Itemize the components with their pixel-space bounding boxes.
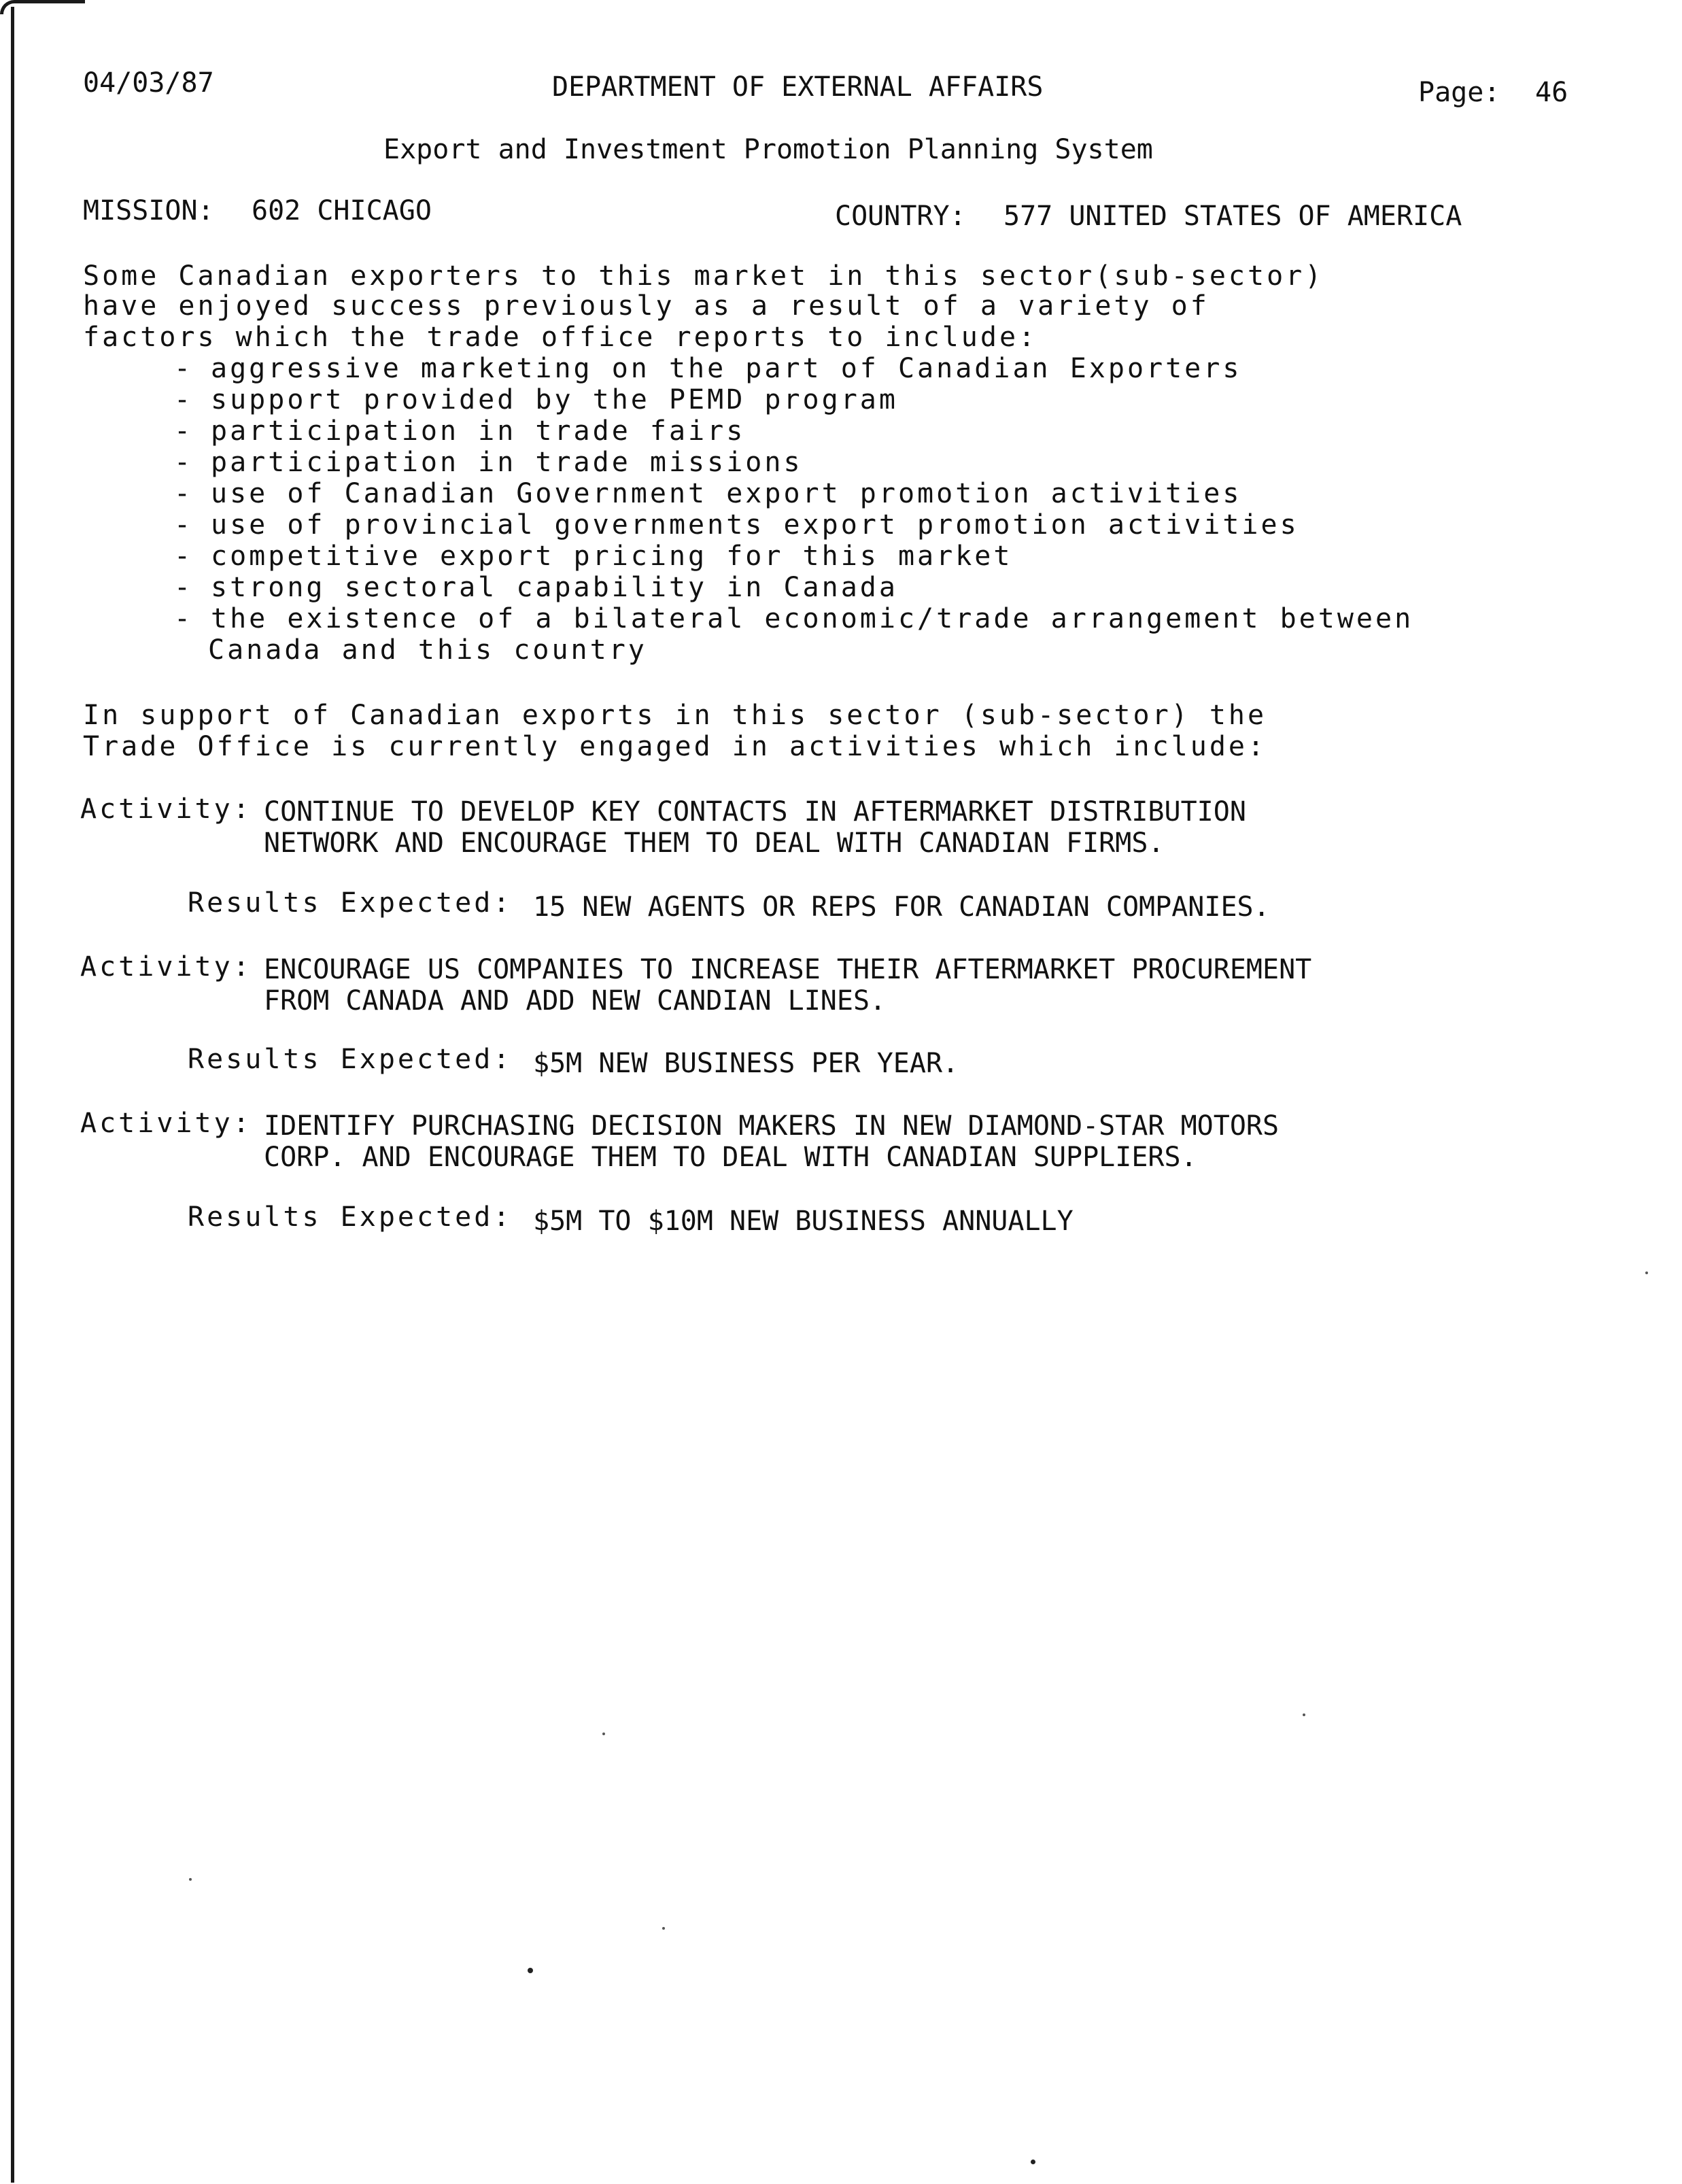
results-label: Results Expected:	[188, 1201, 513, 1233]
page-label: Page:	[1418, 77, 1500, 108]
text-line: have enjoyed success previously as a result of a variety of	[83, 290, 1209, 322]
activity-label: Activity:	[80, 951, 252, 983]
list-item: use of Canadian Government export promotion activities	[211, 478, 1242, 509]
list-item: support provided by the PEMD program	[211, 384, 898, 415]
list-bullet: -	[174, 509, 194, 541]
list-item: strong sectoral capability in Canada	[211, 572, 898, 603]
list-bullet: -	[174, 478, 194, 509]
list-item: competitive export pricing for this market	[211, 541, 1013, 572]
list-bullet: -	[174, 447, 194, 478]
list-item: participation in trade missions	[211, 447, 803, 478]
list-bullet: -	[174, 353, 194, 384]
list-item: participation in trade fairs	[211, 415, 746, 447]
activity-text: ENCOURAGE US COMPANIES TO INCREASE THEIR AFTERMARKET PROCUREMENT	[264, 954, 1312, 985]
results-value: $5M TO $10M NEW BUSINESS ANNUALLY	[533, 1206, 1074, 1237]
text-line: factors which the trade office reports to include:	[83, 322, 1038, 353]
list-bullet: -	[174, 572, 194, 603]
results-label: Results Expected:	[188, 1044, 513, 1075]
results-value: 15 NEW AGENTS OR REPS FOR CANADIAN COMPANIES.	[533, 891, 1270, 923]
activity-text: FROM CANADA AND ADD NEW CANDIAN LINES.	[264, 985, 887, 1017]
results-label: Results Expected:	[188, 887, 513, 919]
scan-edge-line	[11, 7, 14, 2183]
scan-speck	[1645, 1272, 1648, 1274]
list-item: aggressive marketing on the part of Canadian Exporters	[211, 353, 1242, 384]
list-bullet: -	[174, 384, 194, 415]
list-item: the existence of a bilateral economic/trade arrangement between	[211, 603, 1414, 634]
scan-speck	[662, 1927, 665, 1930]
page-number: 46	[1535, 77, 1568, 108]
text-line: Trade Office is currently engaged in activities which include:	[83, 731, 1267, 762]
list-bullet: -	[174, 415, 194, 447]
activity-label: Activity:	[80, 1108, 252, 1139]
list-item-continuation: Canada and this country	[208, 634, 647, 666]
text-line: In support of Canadian exports in this sector (sub-sector) the	[83, 700, 1267, 731]
activity-text: IDENTIFY PURCHASING DECISION MAKERS IN NEW DIAMOND-STAR MOTORS	[264, 1110, 1280, 1142]
mission-label: MISSION:	[83, 195, 214, 226]
scan-speck	[1031, 2160, 1035, 2164]
activity-text: CONTINUE TO DEVELOP KEY CONTACTS IN AFTERMARKET DISTRIBUTION	[264, 796, 1246, 827]
scan-edge-curl	[0, 0, 85, 14]
list-bullet: -	[174, 603, 194, 634]
scan-speck	[1303, 1713, 1305, 1716]
country-value: 577 UNITED STATES OF AMERICA	[1003, 201, 1462, 232]
system-title: Export and Investment Promotion Planning System	[383, 134, 1153, 165]
text-line: Some Canadian exporters to this market in this sector(sub-sector)	[83, 260, 1324, 292]
activity-text: NETWORK AND ENCOURAGE THEM TO DEAL WITH CANADIAN FIRMS.	[264, 827, 1165, 859]
mission-value: 602 CHICAGO	[252, 195, 432, 226]
scan-speck	[189, 1878, 192, 1881]
activity-text: CORP. AND ENCOURAGE THEM TO DEAL WITH CANADIAN SUPPLIERS.	[264, 1142, 1197, 1173]
activity-label: Activity:	[80, 794, 252, 825]
country-label: COUNTRY:	[835, 201, 966, 232]
list-item: use of provincial governments export promotion activities	[211, 509, 1299, 541]
scan-speck	[528, 1968, 533, 1973]
results-value: $5M NEW BUSINESS PER YEAR.	[533, 1048, 959, 1079]
list-bullet: -	[174, 541, 194, 572]
department-name: DEPARTMENT OF EXTERNAL AFFAIRS	[552, 71, 1044, 103]
scan-speck	[602, 1733, 605, 1735]
report-date: 04/03/87	[83, 67, 214, 99]
